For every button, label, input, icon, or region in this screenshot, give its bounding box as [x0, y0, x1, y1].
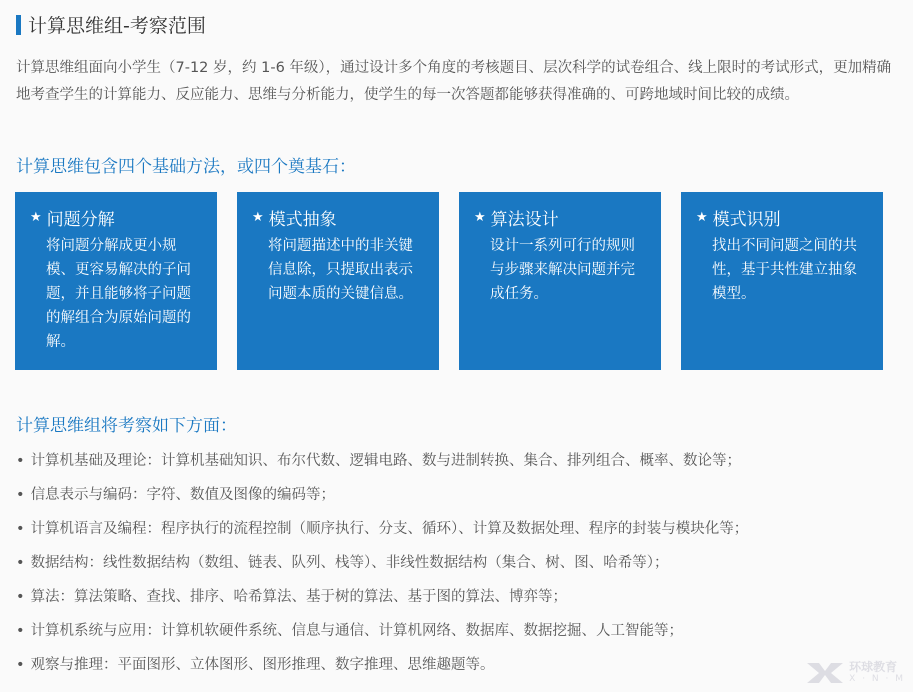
star-icon: ★	[30, 209, 42, 225]
card-body: 设计一系列可行的规则与步骤来解决问题并完成任务。	[490, 238, 635, 302]
page-title	[16, 11, 206, 38]
bullet-icon: •	[16, 589, 25, 605]
bullet-icon: •	[16, 487, 25, 503]
card-title: 问题分解	[46, 209, 115, 230]
list-item: • 计算机系统与应用：计算机软硬件系统、信息与通信、计算机网络、数据库、数据挖掘、人工智能等；	[16, 623, 684, 639]
card-pattern-abstraction	[237, 192, 439, 370]
foundations-heading: 计算思维包含四个基础方法，或四个奠基石：	[16, 157, 356, 177]
card-algorithm-design	[459, 192, 661, 370]
page-title-text: 计算思维组-考察范围	[28, 15, 206, 37]
bullet-icon: •	[16, 657, 25, 673]
list-item: • 信息表示与编码：字符、数值及图像的编码等；	[16, 487, 336, 503]
star-icon: ★	[252, 209, 264, 225]
bullet-icon: •	[16, 453, 25, 469]
card-body: 找出不同问题之间的共性，基于共性建立抽象模型。	[712, 238, 857, 302]
list-item: • 算法：算法策略、查找、排序、哈希算法、基于树的算法、基于图的算法、博弈等；	[16, 589, 568, 605]
bullet-icon: •	[16, 521, 25, 537]
bullet-icon: •	[16, 555, 25, 571]
star-icon: ★	[696, 209, 708, 225]
card-body: 将问题描述中的非关键信息除，只提取出表示问题本质的关键信息。	[268, 238, 413, 302]
card-title: 模式识别	[712, 209, 781, 230]
aspects-heading: 计算思维组将考察如下方面：	[16, 416, 237, 436]
watermark	[805, 660, 905, 686]
list-item: • 计算机基础及理论：计算机基础知识、布尔代数、逻辑电路、数与进制转换、集合、排列组合、概率、数论等；	[16, 453, 742, 469]
intro-paragraph: 计算思维组面向小学生（7-12 岁，约 1-6 年级），通过设计多个角度的考核题目、层次科学的试卷组合、线上限时的考试形式，更加精确地考查学生的计算能力、反应能力、思维与分析能力，使学生的每一次答题都能够获得准确的、可跨地域时间比较的成绩。	[16, 60, 892, 103]
list-item: • 观察与推理：平面图形、立体图形、图形推理、数字推理、思维趣题等。	[16, 657, 495, 673]
card-problem-decomposition	[15, 192, 217, 370]
list-item: • 数据结构：线性数据结构（数组、链表、队列、栈等）、非线性数据结构（集合、树、图、哈希等）；	[16, 555, 669, 571]
card-title: 模式抽象	[268, 209, 337, 230]
title-accent-bar	[16, 15, 21, 35]
card-body: 将问题分解成更小规模、更容易解决的子问题，并且能够将子问题的解组合为原始问题的解。	[46, 238, 191, 350]
watermark-en: X · N · M	[849, 674, 905, 684]
card-title: 算法设计	[490, 209, 559, 230]
star-icon: ★	[474, 209, 486, 225]
aspects-list	[16, 444, 748, 682]
card-pattern-recognition	[681, 192, 883, 370]
list-item: • 计算机语言及编程：程序执行的流程控制（顺序执行、分支、循环）、计算及数据处理、程序的封装与模块化等；	[16, 521, 749, 537]
watermark-logo-icon	[805, 660, 845, 686]
watermark-cn: 环球教育	[849, 660, 898, 674]
bullet-icon: •	[16, 623, 25, 639]
